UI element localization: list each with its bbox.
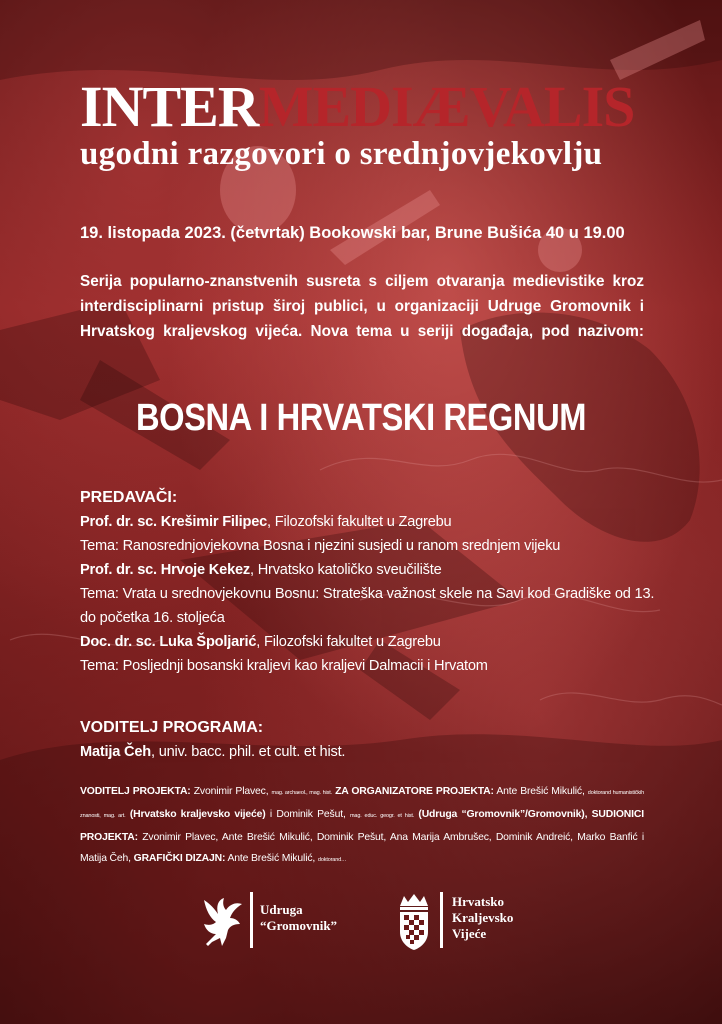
logo-text-line: “Gromovnik”	[260, 918, 338, 933]
poster-title	[80, 74, 635, 139]
speaker-name: Prof. dr. sc. Krešimir Filipec	[80, 514, 268, 530]
project-credits	[80, 781, 644, 871]
gromovnik-logo	[200, 888, 370, 952]
speaker-line	[80, 630, 680, 654]
credits-degree: mag. educ. geogr. et hist.	[350, 813, 415, 819]
credits-degree: mag. archaeol., mag. hist.	[271, 790, 332, 796]
moderator-section	[80, 716, 680, 764]
speaker-topic-continued: do početka 16. stoljeća	[80, 610, 225, 626]
speaker-name: Doc. dr. sc. Luka Špoljarić	[80, 634, 257, 650]
speaker-line	[80, 510, 680, 534]
logo-text-line: Hrvatsko	[452, 894, 504, 909]
logo-divider	[250, 892, 253, 948]
intro-paragraph	[80, 269, 644, 344]
credits-label: GRAFIČKI DIZAJN:	[130, 853, 226, 864]
speaker-topic: Tema: Vrata u srednovjekovnu Bosnu: Strateška važnost skele na Savi kod Gradiške od 13.	[80, 586, 655, 602]
title-part-medievalis: MEDIÆVALIS	[258, 74, 635, 139]
gromovnik-logo-text	[260, 902, 337, 934]
speaker-topic: Tema: Posljednji bosanski kraljevi kao kraljevi Dalmacii i Hrvatom	[80, 658, 488, 674]
logo-text-line: Vijeće	[452, 926, 487, 941]
title-part-inter: INTER	[80, 74, 259, 139]
speakers-section	[80, 486, 680, 678]
poster-subtitle: ugodni razgovori o srednjovjekovlju	[80, 136, 603, 172]
speaker-name: Prof. dr. sc. Hrvoje Kekez	[80, 562, 250, 578]
event-headline: BOSNA I HRVATSKI REGNUM	[135, 397, 587, 439]
speaker-line	[80, 558, 680, 582]
logo-text-line: Kraljevsko	[452, 910, 514, 925]
speaker-affiliation: , Hrvatsko katoličko sveučilište	[250, 562, 442, 578]
organizer-logos	[0, 888, 722, 958]
credits-label: SUDIONICI PROJEKTA:	[80, 809, 644, 843]
intro-line: interdisciplinarni pristup široj publici, u organizaciji Udruge Gromovnik i	[80, 298, 644, 315]
credits-name: Ante Brešić Mikulić,	[225, 853, 318, 864]
credits-name: Zvonimir Plavec,	[190, 786, 272, 797]
credits-degree: doktorand humanističkih znanosti, mag. art.	[80, 790, 645, 819]
credits-org: (Udruga “Gromovnik”/Gromovnik),	[414, 809, 588, 820]
credits-label: ZA ORGANIZATORE PROJEKTA:	[331, 786, 494, 797]
speakers-heading: PREDAVAČI:	[80, 489, 178, 506]
speaker-affiliation: , Filozofski fakultet u Zagrebu	[256, 634, 441, 650]
credits-name: Ante Brešić Mikulić,	[493, 786, 588, 797]
moderator-heading: VODITELJ PROGRAMA:	[80, 719, 264, 736]
crowned-shield-icon	[396, 892, 432, 952]
intro-line: Hrvatskog kraljevskog vijeća. Nova tema u seriji događaja, pod nazivom:	[80, 323, 644, 340]
credits-org: (Hrvatsko kraljevsko vijeće)	[129, 809, 266, 820]
moderator-title: , univ. bacc. phil. et cult. et hist.	[150, 744, 346, 760]
logo-divider	[440, 892, 443, 948]
credits-label: VODITELJ PROJEKTA:	[80, 786, 191, 797]
credits-degree: doktorand…	[317, 857, 347, 863]
hkv-logo-text	[452, 894, 513, 942]
credits-name: i Dominik Pešut,	[265, 809, 350, 820]
intro-line: Serija popularno-znanstvenih susreta s ciljem otvaranja medievistike kroz	[80, 273, 644, 290]
speaker-affiliation: , Filozofski fakultet u Zagrebu	[267, 514, 452, 530]
eagle-icon	[200, 894, 246, 950]
moderator-line	[80, 740, 680, 764]
moderator-name: Matija Čeh	[80, 744, 151, 760]
logo-text-line: Udruga	[260, 902, 303, 917]
hkv-logo	[396, 888, 566, 952]
credits-participants: Zvonimir Plavec, Ante Brešić Mikulić, Dominik Pešut, Ana Marija Ambrušec, Dominik Andreić, Marko Banfić i Matija Čeh,	[80, 832, 644, 864]
event-date-location: 19. listopada 2023. (četvrtak) Bookowski bar, Brune Bušića 40 u 19.00	[80, 224, 625, 242]
speaker-topic: Tema: Ranosrednjovjekovna Bosna i njezini susjedi u ranom srednjem vijeku	[80, 538, 561, 554]
